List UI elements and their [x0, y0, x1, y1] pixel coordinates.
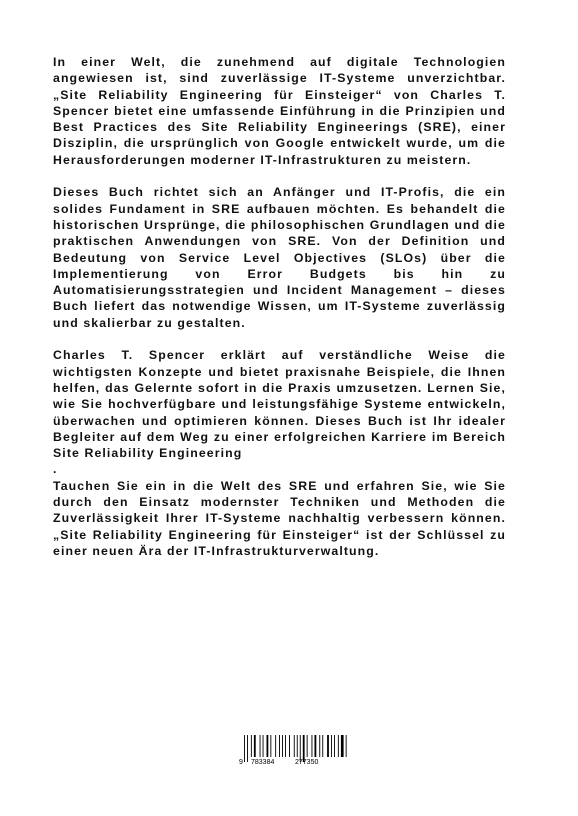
blurb-stray-period: .	[53, 462, 58, 477]
blurb-paragraph-author: Charles T. Spencer erklärt auf verständliche Weise die wichtigsten Konzepte und bietet praxisnahe Beispiele, die Ihnen helfen, das Gelernte sofort in die Praxis umzusetzen. Lernen Sie, wie Sie hochverfügbare und leistungsfähige Systeme entwickeln, überwachen und optimieren können. Dieses Buch ist Ihr idealer Begleiter auf dem Weg zu einer erfolgreichen Karriere im Bereich Site Reliability Engineering	[53, 348, 506, 461]
barcode-bar	[260, 735, 261, 757]
barcode-digit-first: 9	[239, 759, 243, 766]
barcode-bar	[346, 735, 347, 757]
barcode-bar	[315, 735, 317, 757]
barcode-bar	[312, 735, 313, 757]
barcode-bar	[327, 735, 329, 757]
barcode-bar	[294, 735, 295, 757]
blurb-paragraph-closing: Tauchen Sie ein in die Welt des SRE und erfahren Sie, wie Sie durch den Einsatz modernster Techniken und Methoden die Zuverlässigkeit Ihrer IT-Systeme nachhaltig verbessern können. „Site Reliability Engineering für Einsteiger“ ist der Schlüssel zu einer neuen Ära der IT-Infrastrukturverwaltung.	[53, 478, 506, 558]
barcode-bars	[244, 735, 347, 762]
barcode-bar	[319, 735, 320, 757]
barcode-bar	[244, 735, 245, 762]
barcode-bar	[303, 735, 305, 762]
barcode-bar	[300, 735, 301, 762]
barcode-digits-left: 783384	[251, 759, 275, 766]
blurb-paragraph-intro: In einer Welt, die zunehmend auf digitale Technologien angewiesen ist, sind zuverlässige IT-Systeme unverzichtbar. „Site Reliability Engineering für Einsteiger“ von Charles T. Spencer bietet eine umfassende Einführung in die Prinzipien und Best Practices des Site Reliability Engineerings (SRE), einer Disziplin, die ursprünglich von Google entwickelt wurde, um die Herausforderungen moderner IT-Infrastrukturen zu meistern.	[53, 55, 506, 167]
barcode-bar	[251, 735, 252, 757]
barcode-bar	[275, 735, 276, 757]
barcode-bar	[338, 735, 339, 757]
barcode-bar	[279, 735, 280, 757]
barcode-bar	[307, 735, 308, 757]
barcode-bar	[282, 735, 283, 757]
barcode-bar	[331, 735, 332, 757]
blurb-text	[53, 54, 506, 576]
barcode-bar	[263, 735, 264, 757]
barcode-bar	[289, 735, 290, 757]
barcode-bar	[254, 735, 256, 757]
isbn-barcode	[236, 733, 356, 769]
barcode-bar	[334, 735, 335, 757]
barcode-bar	[247, 735, 248, 762]
blurb-paragraph-audience: Dieses Buch richtet sich an Anfänger und IT-Profis, die ein solides Fundament in SRE aufbauen möchten. Es behandelt die historischen Ursprünge, die philosophischen Grundlagen und die praktischen Anwendungen von SRE. Von der Definition und Bedeutung von Service Level Objectives (SLOs) über die Implementierung von Error Budgets bis hin zu Automatisierungsstrategien und Incident Management – dieses Buch liefert das notwendige Wissen, um IT-Systeme zuverlässig und skalierbar zu gestalten.	[53, 185, 506, 330]
barcode-bar	[285, 735, 286, 757]
barcode-bar	[341, 735, 344, 757]
barcode-bar	[322, 735, 323, 757]
barcode-bar	[267, 735, 269, 757]
barcode-bar	[297, 735, 298, 757]
barcode-bar	[270, 735, 271, 757]
barcode-digits-right: 277350	[295, 759, 319, 766]
